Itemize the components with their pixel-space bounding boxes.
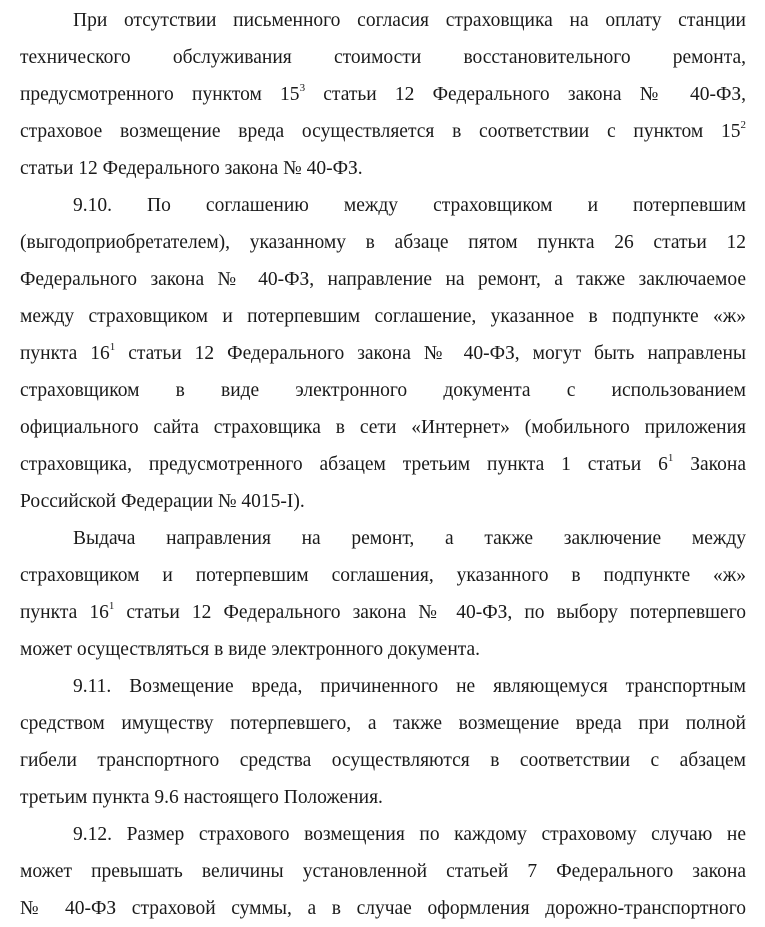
paragraph <box>20 520 746 668</box>
text-line <box>20 298 746 335</box>
paragraph <box>20 2 746 187</box>
superscript: 1 <box>108 600 115 612</box>
superscript: 1 <box>667 452 674 464</box>
text-segment: 9.10. По соглашению между страховщиком и потерпевшим <box>73 195 746 216</box>
text-segment: предусмотренного пунктом 15 <box>20 84 300 105</box>
superscript: 1 <box>109 341 116 353</box>
text-line <box>20 150 746 187</box>
text-line <box>20 631 746 668</box>
text-line <box>20 705 746 742</box>
text-line <box>20 113 746 150</box>
superscript: 3 <box>299 82 306 94</box>
text-line <box>20 224 746 261</box>
document-page <box>20 2 746 927</box>
text-line <box>20 39 746 76</box>
text-segment: может осуществляться в виде электронного документа. <box>20 639 481 660</box>
text-line <box>20 668 746 705</box>
text-segment: страховщиком и потерпевшим соглашения, указанного в подпункте «ж» <box>20 565 746 586</box>
text-segment: Выдача направления на ремонт, а также заключение между <box>73 528 746 549</box>
text-segment: страховщика, предусмотренного абзацем третьим пункта 1 статьи 6 <box>20 454 668 475</box>
text-segment: страховое возмещение вреда осуществляется в соответствии с пунктом 15 <box>20 121 741 142</box>
text-line <box>20 2 746 39</box>
text-line <box>20 409 746 446</box>
text-segment: страховщиком в виде электронного документа с использованием <box>20 380 746 401</box>
text-line <box>20 890 746 927</box>
text-segment: между страховщиком и потерпевшим соглашение, указанное в подпункте «ж» <box>20 306 746 327</box>
text-segment: Российской Федерации № 4015-I). <box>20 491 305 512</box>
text-line <box>20 853 746 890</box>
text-segment: При отсутствии письменного согласия страховщика на оплату станции <box>73 10 746 31</box>
text-segment: (выгодоприобретателем), указанному в абзаце пятом пункта 26 статьи 12 <box>20 232 746 253</box>
text-line <box>20 557 746 594</box>
text-segment: третьим пункта 9.6 настоящего Положения. <box>20 787 383 808</box>
text-line <box>20 520 746 557</box>
text-line <box>20 594 746 631</box>
text-segment: гибели транспортного средства осуществляются в соответствии с абзацем <box>20 750 746 771</box>
text-line <box>20 76 746 113</box>
paragraph <box>20 668 746 816</box>
text-line <box>20 187 746 224</box>
text-segment: 9.11. Возмещение вреда, причиненного не являющемуся транспортным <box>73 676 746 697</box>
text-segment: статьи 12 Федерального закона № 40-ФЗ, по выбору потерпевшего <box>114 602 746 623</box>
text-line <box>20 335 746 372</box>
text-segment: пункта 16 <box>20 343 110 364</box>
superscript: 2 <box>740 119 746 131</box>
text-segment: может превышать величины установленной статьей 7 Федерального закона <box>20 861 746 882</box>
paragraph <box>20 816 746 927</box>
text-segment: статьи 12 Федерального закона № 40-ФЗ, <box>305 84 746 105</box>
text-line <box>20 742 746 779</box>
text-segment: Закона <box>673 454 746 475</box>
text-segment: технического обслуживания стоимости восстановительного ремонта, <box>20 47 746 68</box>
text-segment: статьи 12 Федерального закона № 40-ФЗ. <box>20 158 363 179</box>
text-line <box>20 483 746 520</box>
text-line <box>20 816 746 853</box>
text-line <box>20 446 746 483</box>
text-segment: статьи 12 Федерального закона № 40-ФЗ, могут быть направлены <box>115 343 746 364</box>
text-segment: 9.12. Размер страхового возмещения по каждому страховому случаю не <box>73 824 746 845</box>
text-segment: официального сайта страховщика в сети «Интернет» (мобильного приложения <box>20 417 746 438</box>
text-segment: пункта 16 <box>20 602 109 623</box>
text-line <box>20 261 746 298</box>
text-segment: № 40-ФЗ страховой суммы, а в случае оформления дорожно-транспортного <box>20 898 746 919</box>
text-segment: Федерального закона № 40-ФЗ, направление на ремонт, а также заключаемое <box>20 269 746 290</box>
text-line <box>20 372 746 409</box>
text-line <box>20 779 746 816</box>
text-segment: средством имуществу потерпевшего, а также возмещение вреда при полной <box>20 713 746 734</box>
paragraph <box>20 187 746 520</box>
